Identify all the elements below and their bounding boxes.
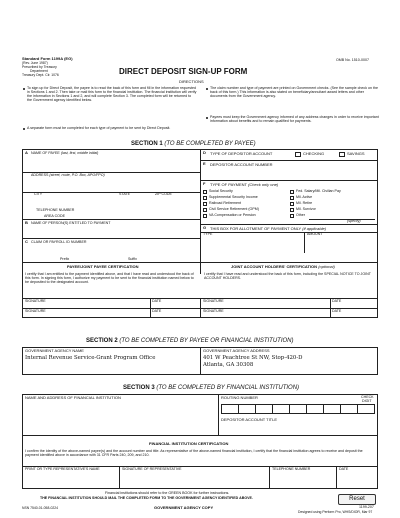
bullet-icon [206, 117, 208, 119]
savings-checkbox[interactable] [339, 152, 345, 157]
rep-phone-label: TELEPHONE NUMBER [272, 467, 311, 471]
prefix-label: Prefix [60, 257, 70, 261]
rep-name-label: PRINT OR TYPE REPRESENTATIVE'S NAME [25, 467, 100, 471]
allotment-amount-label: AMOUNT [307, 232, 323, 236]
rep-name-field[interactable] [24, 474, 117, 487]
nsn-number: NSN 7540-01-058-0224 [22, 506, 59, 510]
form-number: Standard Form 1199A (EG) [22, 56, 73, 61]
payment-type-option: Mil. Retire [296, 201, 313, 205]
zip-label: ZIP CODE [155, 192, 172, 196]
check-digit-label-2: DIGIT [362, 399, 372, 403]
mil-survivor-checkbox[interactable] [290, 208, 294, 212]
mail-notice: THE FINANCIAL INSTITUTION SHOULD MAIL THE COMPLETED FORM TO THE GOVERNMENT AGENCY IDENTIFIED ABOVE. [40, 496, 253, 500]
payment-type-option: Railroad Retirement [209, 201, 241, 205]
payment-type-option: Social Security [209, 189, 233, 193]
depositor-title-label: DEPOSITOR ACCOUNT TITLE [221, 417, 278, 422]
section2-title: SECTION 2 (TO BE COMPLETED BY PAYEE OR FINANCIAL INSTITUTION) [86, 338, 294, 344]
box-f-letter: F [203, 181, 206, 186]
specify-label: (specify) [347, 219, 361, 223]
claim-id-field[interactable] [31, 246, 197, 256]
payment-type-option: Mil. Survivor [296, 207, 316, 211]
checking-checkbox[interactable] [295, 152, 301, 157]
mil-active-checkbox[interactable] [290, 196, 294, 200]
directions-heading: DIRECTIONS [179, 79, 204, 84]
payee-cert-text: I certify that I am entitled to the payment identified above, and that I have read and understood the back of this form. In signing this form, I authorize my payment to be sent to the financial institution named below to be deposited to the designated account. [25, 272, 194, 285]
payee-date-label: DATE [152, 299, 162, 303]
payee-signature-label-2: SIGNATURE [25, 309, 46, 313]
routing-number-field[interactable] [221, 404, 375, 414]
payee-name-field[interactable] [31, 157, 197, 171]
directions-right-1: The claim number and type of payment are printed on Government checks. (See the sample check on the back of this form.) This information is also stated on beneficiary/annuitant award letters and other documents from the Government agency. [210, 86, 378, 99]
allotment-type-label: TYPE [203, 232, 213, 236]
payment-type-option: Supplemental Security Income [209, 195, 258, 199]
city-state-zip-field[interactable] [31, 198, 197, 205]
other-specify-line[interactable] [309, 219, 375, 220]
agency-address-label: GOVERNMENT AGENCY ADDRESS [203, 348, 270, 353]
check-digit-label-1: CHECK [361, 395, 374, 399]
entitled-person-label: NAME OF PERSON(S) ENTITLED TO PAYMENT [31, 221, 111, 225]
agency-address-line-1[interactable]: 401 W Peachtree St NW, Stop-420-D [203, 355, 303, 361]
suffix-label: Suffix [128, 257, 137, 261]
box-e-letter: E [203, 161, 206, 166]
designed-by: Designed using Perform Pro, WHS/DIOR, Mar 97 [298, 510, 373, 514]
savings-label: SAVINGS [347, 151, 365, 156]
joint-cert-title: JOINT ACCOUNT HOLDERS' CERTIFICATION (optional) [231, 264, 335, 269]
joint-signature-label-2: SIGNATURE [203, 309, 224, 313]
rep-signature-field[interactable] [121, 474, 267, 487]
rep-phone-field[interactable] [271, 474, 334, 487]
bullet-icon [23, 88, 25, 90]
civil-service-checkbox[interactable] [203, 208, 207, 212]
account-type-label: TYPE OF DEPOSITOR ACCOUNT [210, 151, 273, 156]
agency-name-label: GOVERNMENT AGENCY NAME [25, 348, 84, 353]
rep-date-field[interactable] [338, 474, 376, 487]
area-code-label: AREA CODE [44, 214, 65, 218]
joint-cert-text: I certify that I have read and understood the back of this form, including the SPECIAL NOTICE TO JOINT ACCOUNT HOLDERS. [204, 272, 371, 281]
agency-name-value[interactable]: Internal Revenue Service-Grant Program Office [25, 355, 156, 361]
box-d-letter: D [203, 150, 206, 155]
state-label: STATE [119, 192, 131, 196]
account-number-field[interactable] [206, 169, 376, 178]
address-label: ADDRESS (street, route, P.O. Box, APO/FPO) [31, 173, 105, 177]
telephone-label: TELEPHONE NUMBER [36, 208, 75, 212]
entitled-person-field[interactable] [31, 227, 197, 237]
fi-cert-text: I confirm the identity of the above-named payee(s) and the account number and title. As representative of the above-named financial institution, I certify that the financial institution agrees to receive and deposit the payment identified above in accordance with 31 CFR Parts 240, 209, and 210. [25, 449, 363, 458]
agency-address-line-2[interactable]: Atlanta, GA 30308 [203, 362, 254, 368]
allotment-amount-field[interactable] [306, 238, 376, 252]
address-field[interactable] [31, 179, 197, 191]
payment-type-option: VA Compensation or Pension [209, 213, 256, 217]
fi-name-field[interactable] [25, 402, 215, 434]
fed-salary-checkbox[interactable] [290, 190, 294, 194]
prescribed-line-2: Department [30, 69, 48, 73]
section3-title: SECTION 3 (TO BE COMPLETED BY FINANCIAL INSTITUTION) [123, 385, 300, 391]
payee-cert-title: PAYEE/JOINT PAYEE CERTIFICATION [67, 264, 139, 269]
allotment-label: THIS BOX FOR ALLOTMENT OF PAYMENT ONLY (if applicable) [210, 226, 327, 231]
fi-name-label: NAME AND ADDRESS OF FINANCIAL INSTITUTION [25, 395, 121, 400]
omb-number: OMB No. 1510-0007 [336, 58, 369, 62]
box-c-letter: C [25, 239, 28, 244]
rep-date-label: DATE [339, 467, 349, 471]
depositor-title-field[interactable] [221, 424, 375, 434]
form-revision: (Rev. June 1987) [22, 61, 48, 65]
allotment-type-field[interactable] [202, 238, 302, 252]
routing-number-label: ROUTING NUMBER [221, 395, 258, 400]
section1-title: SECTION 1 (TO BE COMPLETED BY PAYEE) [131, 141, 256, 147]
directions-right-2: Payees must keep the Government agency informed of any address changes in order to receive important information about benefits and to remain qualified for payments. [210, 115, 379, 124]
payee-date-label-2: DATE [152, 309, 162, 313]
joint-date-label-2: DATE [332, 309, 342, 313]
city-label: CITY [34, 192, 43, 196]
joint-date-label: DATE [332, 299, 342, 303]
checking-label: CHECKING [303, 151, 325, 156]
box-a-letter: A [25, 150, 28, 155]
payment-type-option: Fed. Salary/Mil. Civilian Pay [296, 189, 341, 193]
name-label: NAME OF PAYEE (last, first, middle initial) [31, 151, 99, 155]
payment-type-option: Mil. Active [296, 195, 313, 199]
payment-type-label: TYPE OF PAYMENT (Check only one) [210, 182, 279, 187]
other-checkbox[interactable] [290, 214, 294, 218]
fi-cert-title: FINANCIAL INSTITUTION CERTIFICATION [149, 441, 229, 446]
social-security-checkbox[interactable] [203, 190, 207, 194]
railroad-retirement-checkbox[interactable] [203, 202, 207, 206]
form-stock-number: 1199-207 [359, 505, 374, 509]
box-g-letter: G [203, 225, 207, 230]
directions-left-1: To sign up for Direct Deposit, the payee is to read the back of this form and fill in the information requested in Sections 1 and 2. Then take or mail this form to the financial institution. The financial institution will verify the information in Sections 1 and 2, and will complete Section 3. The completed form will be returned to the Government agency identified below. [27, 86, 197, 103]
rep-signature-label: SIGNATURE OF REPRESENTATIVE [122, 467, 182, 471]
directions-left-2: A separate form must be completed for each type of payment to be sent by Direct Deposit. [27, 126, 171, 130]
joint-signature-label: SIGNATURE [203, 299, 224, 303]
mil-retire-checkbox[interactable] [290, 202, 294, 206]
prescribed-line-1: Prescribed by Treasury [22, 65, 57, 69]
box-b-letter: B [25, 220, 28, 225]
reset-button[interactable]: Reset [338, 494, 376, 505]
form-title: DIRECT DEPOSIT SIGN-UP FORM [119, 67, 248, 76]
account-number-label: DEPOSITOR ACCOUNT NUMBER [210, 162, 273, 167]
payee-signature-label: SIGNATURE [25, 299, 46, 303]
copy-label: GOVERNMENT AGENCY COPY [154, 505, 214, 510]
green-book-notice: Financial institutions should refer to the GREEN BOOK for further instructions. [105, 491, 230, 495]
claim-id-label: CLAIM OR PAYROLL ID NUMBER [31, 240, 87, 244]
bullet-icon [206, 88, 208, 90]
prescribed-line-3: Treasury Dept. Cir. 1076 [22, 73, 59, 77]
payment-type-option: Other [296, 213, 305, 217]
bullet-icon [23, 128, 25, 130]
ssi-checkbox[interactable] [203, 196, 207, 200]
payment-type-option: Civil Service Retirement (OPM) [209, 207, 259, 211]
va-compensation-checkbox[interactable] [203, 214, 207, 218]
